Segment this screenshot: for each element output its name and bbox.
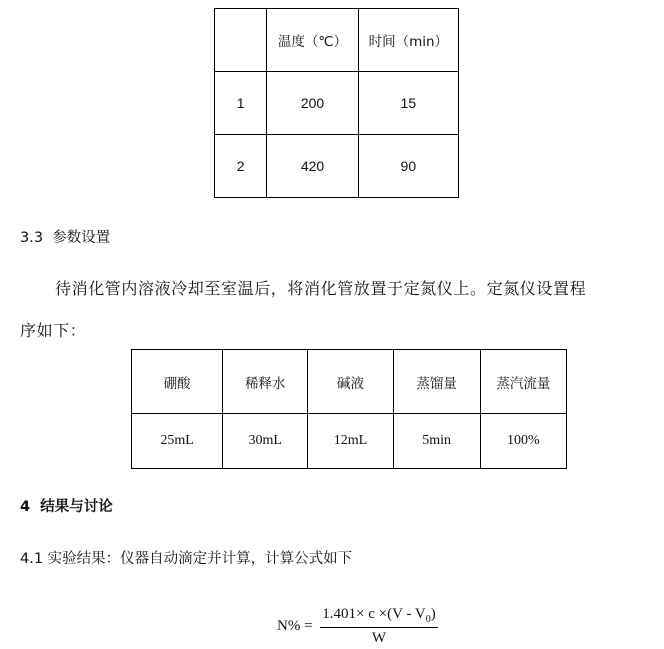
- table-header-row: [132, 350, 567, 414]
- header-cell-boric-acid: 硼酸: [132, 350, 223, 414]
- header-cell-steam-flow: 蒸汽流量: [480, 350, 566, 414]
- table-row: [215, 72, 459, 135]
- table-row: [132, 414, 567, 469]
- cell-step: 1: [215, 72, 267, 135]
- header-cell-empty: [215, 9, 267, 72]
- distillation-settings-table: [131, 349, 567, 469]
- table-header-row: [215, 9, 459, 72]
- header-cell-temperature: 温度（℃）: [267, 9, 358, 72]
- cell-boric-acid: 25mL: [132, 414, 223, 469]
- cell-temperature: 200: [267, 72, 358, 135]
- formula-fraction: [320, 606, 438, 647]
- formula-subscript: 0: [425, 614, 431, 625]
- formula-denominator: W: [371, 630, 387, 646]
- cell-alkali: 12mL: [308, 414, 393, 469]
- paragraph-line-1: 待消化管内溶液冷却至室温后，将消化管放置于定氮仪上。定氮仪设置程: [55, 279, 587, 298]
- cell-dilution-water: 30mL: [223, 414, 308, 469]
- cell-distillation: 5min: [393, 414, 480, 469]
- fraction-bar: [320, 627, 438, 628]
- section-heading-3-3: [20, 226, 110, 247]
- section-title: 参数设置: [52, 230, 111, 246]
- header-cell-alkali: 碱液: [308, 350, 393, 414]
- table-row: [215, 135, 459, 198]
- formula-lhs: N% =: [277, 618, 313, 634]
- section-number: 4: [20, 499, 31, 515]
- section-heading-4: [20, 495, 113, 516]
- header-cell-time: 时间（min）: [358, 9, 458, 72]
- cell-temperature: 420: [267, 135, 358, 198]
- section-heading-4-1: 4.1 实验结果：仪器自动滴定并计算，计算公式如下: [20, 551, 353, 567]
- sample-digestion-table: [214, 8, 459, 198]
- cell-step: 2: [215, 135, 267, 198]
- header-cell-distillation: 蒸馏量: [393, 350, 480, 414]
- cell-time: 15: [358, 72, 458, 135]
- paragraph-line-2: 序如下：: [20, 321, 87, 340]
- header-cell-dilution-water: 稀释水: [223, 350, 308, 414]
- formula-numerator: $1.401\times c \times(V - V_0)$: [322, 606, 436, 625]
- cell-time: 90: [358, 135, 458, 198]
- section-number: 3.3: [20, 230, 44, 246]
- cell-steam-flow: 100%: [480, 414, 566, 469]
- section-title: 结果与讨论: [40, 499, 113, 515]
